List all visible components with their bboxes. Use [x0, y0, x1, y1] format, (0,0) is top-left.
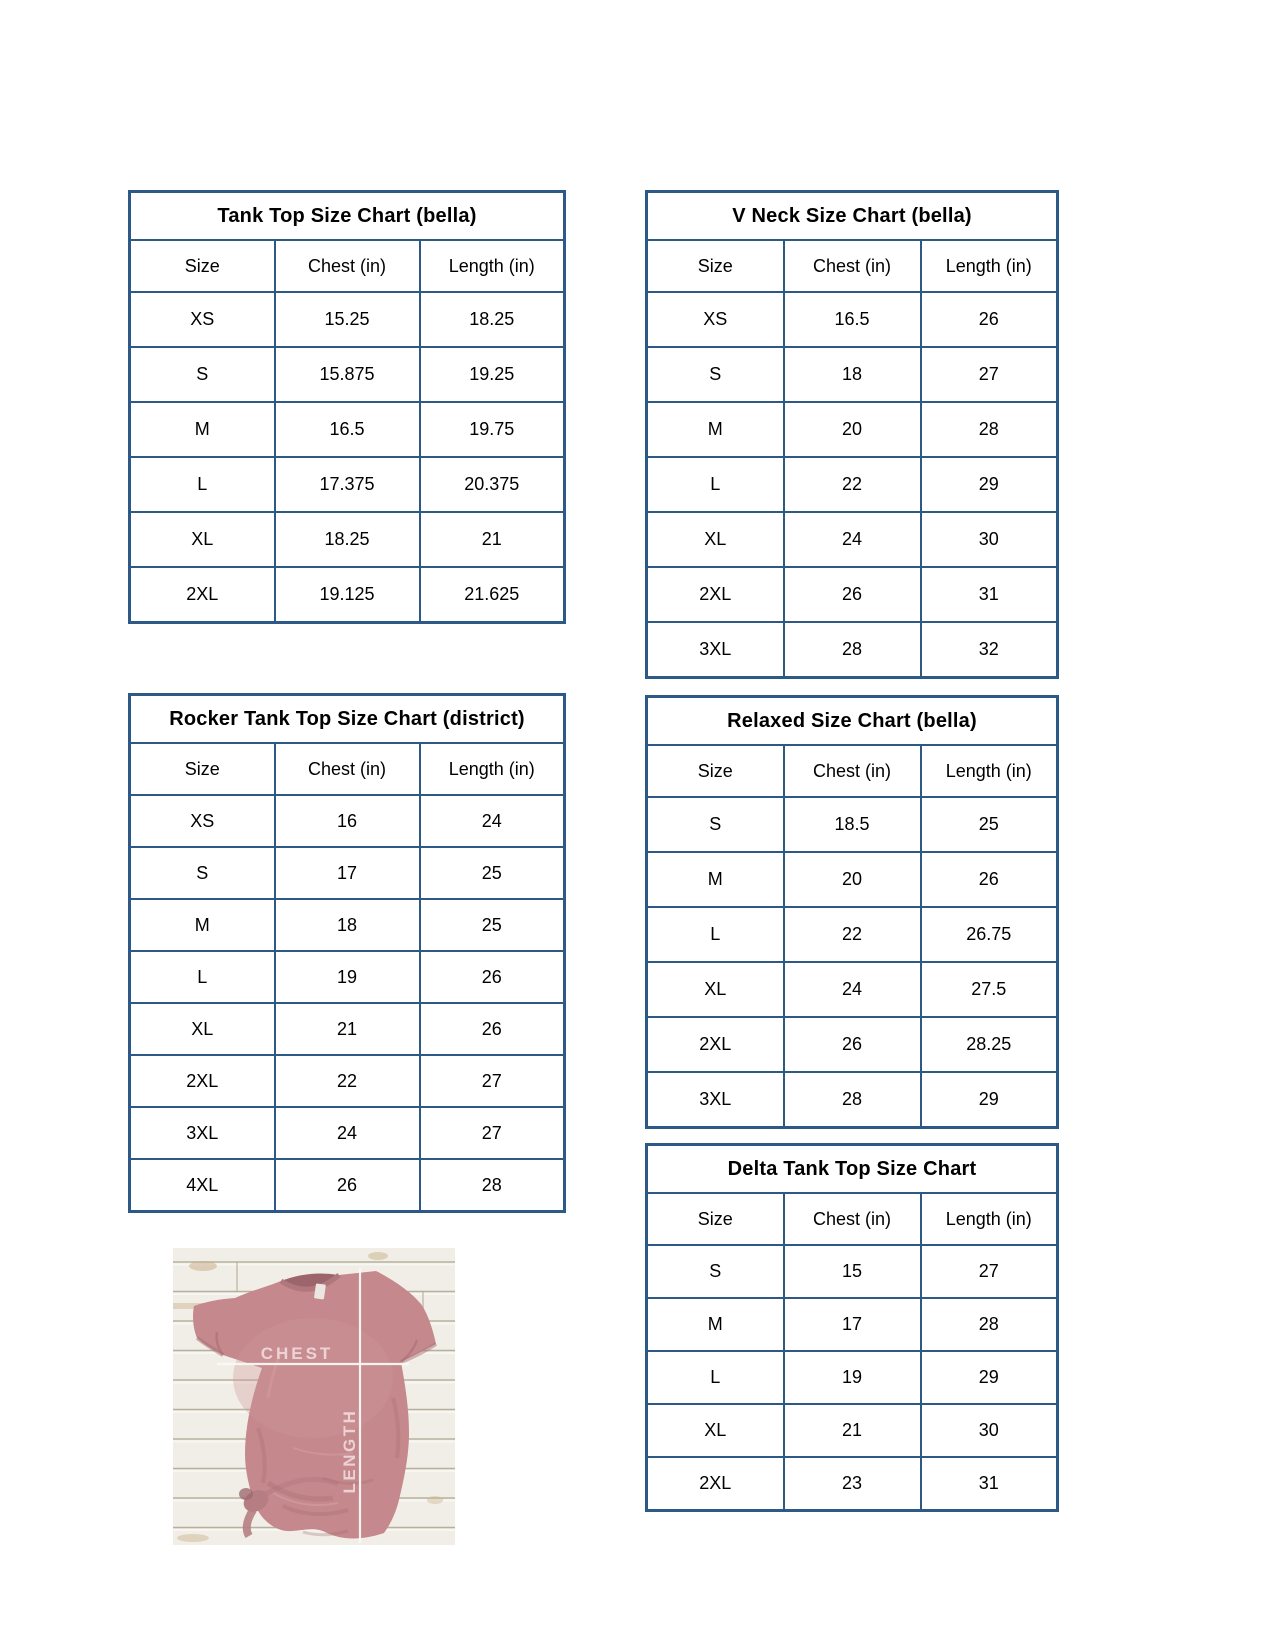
table-cell: 17 — [275, 847, 420, 899]
length-label: LENGTH — [340, 1408, 359, 1494]
table-cell: 26 — [275, 1159, 420, 1212]
table-row — [130, 1159, 565, 1212]
table-cell: 26 — [921, 292, 1058, 347]
table-row — [647, 962, 1058, 1017]
table-cell: 19.125 — [275, 567, 420, 623]
table-row — [647, 292, 1058, 347]
table-cell: 22 — [275, 1055, 420, 1107]
table-row — [130, 795, 565, 847]
table-cell: M — [130, 402, 275, 457]
table-cell: XS — [130, 795, 275, 847]
table-cell: 20 — [784, 402, 921, 457]
table-row — [130, 292, 565, 347]
table-cell: 2XL — [647, 1457, 784, 1511]
table-cell: 26.75 — [921, 907, 1058, 962]
table-cell: S — [647, 347, 784, 402]
table-cell: 24 — [420, 795, 565, 847]
size-table-tank-top-bella — [128, 190, 566, 624]
table-cell: M — [647, 1298, 784, 1351]
table-cell: 16.5 — [784, 292, 921, 347]
table-cell: 19 — [784, 1351, 921, 1404]
table-rocker-tank-top-district — [128, 693, 566, 1213]
table-cell: 29 — [921, 1351, 1058, 1404]
table-cell: XL — [647, 962, 784, 1017]
table-cell: 26 — [784, 567, 921, 622]
table-cell: 32 — [921, 622, 1058, 678]
table-cell: XL — [130, 1003, 275, 1055]
table-cell: 26 — [784, 1017, 921, 1072]
table-row — [130, 899, 565, 951]
table-row — [647, 797, 1058, 852]
table-cell: 25 — [420, 847, 565, 899]
table-row — [130, 847, 565, 899]
table-cell: 30 — [921, 512, 1058, 567]
table-cell: 25 — [921, 797, 1058, 852]
table-cell: L — [130, 457, 275, 512]
table-cell: XL — [647, 512, 784, 567]
table-row — [130, 457, 565, 512]
table-cell: XL — [130, 512, 275, 567]
table-row — [647, 347, 1058, 402]
table-row — [130, 567, 565, 623]
size-table-delta-tank-top — [645, 1143, 1059, 1512]
table-cell: 2XL — [130, 567, 275, 623]
table-row — [647, 1351, 1058, 1404]
table-cell: 31 — [921, 567, 1058, 622]
table-cell: 28 — [784, 622, 921, 678]
table-row — [130, 1003, 565, 1055]
table-cell: XS — [647, 292, 784, 347]
table-row — [647, 512, 1058, 567]
table-row — [647, 622, 1058, 678]
size-table-rocker-tank-district — [128, 693, 566, 1213]
shirt-measurement-photo — [173, 1248, 455, 1545]
table-cell: 26 — [420, 1003, 565, 1055]
table-cell: 26 — [420, 951, 565, 1003]
table-row — [130, 951, 565, 1003]
table-cell: 22 — [784, 907, 921, 962]
table-row — [647, 567, 1058, 622]
column-header: Length (in) — [420, 743, 565, 795]
table-cell: 15.875 — [275, 347, 420, 402]
table-cell: 27 — [420, 1055, 565, 1107]
column-header: Chest (in) — [275, 240, 420, 292]
table-cell: 19 — [275, 951, 420, 1003]
table-row — [647, 852, 1058, 907]
table-cell: 27 — [921, 1245, 1058, 1298]
table-row — [130, 1107, 565, 1159]
table-row — [647, 1017, 1058, 1072]
table-delta-tank-top — [645, 1143, 1059, 1512]
table-row — [647, 402, 1058, 457]
table-cell: M — [130, 899, 275, 951]
table-cell: 19.25 — [420, 347, 565, 402]
table-row — [647, 1404, 1058, 1457]
table-cell: 21 — [420, 512, 565, 567]
table-cell: M — [647, 402, 784, 457]
table-row — [130, 347, 565, 402]
table-cell: 27 — [921, 347, 1058, 402]
column-header: Size — [647, 745, 784, 797]
table-title: Relaxed Size Chart (bella) — [647, 697, 1058, 746]
column-header: Size — [647, 1193, 784, 1245]
table-row — [647, 1072, 1058, 1128]
table-row — [647, 1298, 1058, 1351]
table-cell: 25 — [420, 899, 565, 951]
table-cell: 28 — [420, 1159, 565, 1212]
table-cell: 3XL — [130, 1107, 275, 1159]
table-title: Delta Tank Top Size Chart — [647, 1145, 1058, 1194]
table-cell: 28 — [921, 402, 1058, 457]
table-cell: 17 — [784, 1298, 921, 1351]
table-cell: 21.625 — [420, 567, 565, 623]
table-cell: 18.5 — [784, 797, 921, 852]
table-cell: 22 — [784, 457, 921, 512]
table-cell: XL — [647, 1404, 784, 1457]
table-cell: 28 — [921, 1298, 1058, 1351]
table-cell: 29 — [921, 1072, 1058, 1128]
table-cell: 18.25 — [275, 512, 420, 567]
table-cell: M — [647, 852, 784, 907]
table-cell: 31 — [921, 1457, 1058, 1511]
table-cell: L — [647, 1351, 784, 1404]
column-header: Length (in) — [921, 1193, 1058, 1245]
chest-label: CHEST — [260, 1344, 334, 1363]
table-cell: 24 — [275, 1107, 420, 1159]
collar-tag — [314, 1283, 326, 1299]
table-cell: 2XL — [647, 1017, 784, 1072]
table-cell: 24 — [784, 962, 921, 1017]
table-cell: S — [647, 797, 784, 852]
column-header: Chest (in) — [784, 1193, 921, 1245]
table-cell: 18 — [275, 899, 420, 951]
table-row — [647, 907, 1058, 962]
size-table-v-neck-bella — [645, 190, 1059, 679]
table-row — [130, 1055, 565, 1107]
table-cell: S — [647, 1245, 784, 1298]
table-cell: 2XL — [130, 1055, 275, 1107]
table-cell: 30 — [921, 1404, 1058, 1457]
column-header: Size — [647, 240, 784, 292]
table-title: Tank Top Size Chart (bella) — [130, 192, 565, 241]
column-header: Chest (in) — [784, 240, 921, 292]
table-cell: S — [130, 847, 275, 899]
column-header: Length (in) — [921, 240, 1058, 292]
table-cell: 28 — [784, 1072, 921, 1128]
table-cell: 20.375 — [420, 457, 565, 512]
table-cell: XS — [130, 292, 275, 347]
table-cell: 24 — [784, 512, 921, 567]
table-cell: 21 — [784, 1404, 921, 1457]
table-cell: 18.25 — [420, 292, 565, 347]
table-title: V Neck Size Chart (bella) — [647, 192, 1058, 241]
table-row — [647, 1245, 1058, 1298]
column-header: Chest (in) — [275, 743, 420, 795]
table-cell: 2XL — [647, 567, 784, 622]
column-header: Size — [130, 743, 275, 795]
table-cell: 16 — [275, 795, 420, 847]
table-cell: S — [130, 347, 275, 402]
column-header: Length (in) — [921, 745, 1058, 797]
table-cell: 3XL — [647, 1072, 784, 1128]
column-header: Size — [130, 240, 275, 292]
table-cell: 27 — [420, 1107, 565, 1159]
table-cell: 16.5 — [275, 402, 420, 457]
table-title: Rocker Tank Top Size Chart (district) — [130, 695, 565, 744]
table-tank-top-bella — [128, 190, 566, 624]
shirt-photo-illustration — [173, 1248, 455, 1545]
table-cell: 23 — [784, 1457, 921, 1511]
table-v-neck-bella — [645, 190, 1059, 679]
table-row — [130, 512, 565, 567]
table-cell: 18 — [784, 347, 921, 402]
size-table-relaxed-bella — [645, 695, 1059, 1129]
table-cell: 26 — [921, 852, 1058, 907]
table-cell: 3XL — [647, 622, 784, 678]
table-cell: 27.5 — [921, 962, 1058, 1017]
table-cell: L — [647, 907, 784, 962]
table-cell: L — [130, 951, 275, 1003]
table-cell: L — [647, 457, 784, 512]
table-cell: 20 — [784, 852, 921, 907]
table-cell: 15.25 — [275, 292, 420, 347]
table-row — [647, 1457, 1058, 1511]
table-cell: 29 — [921, 457, 1058, 512]
table-cell: 15 — [784, 1245, 921, 1298]
table-cell: 19.75 — [420, 402, 565, 457]
table-cell: 28.25 — [921, 1017, 1058, 1072]
table-relaxed-bella — [645, 695, 1059, 1129]
table-cell: 21 — [275, 1003, 420, 1055]
column-header: Length (in) — [420, 240, 565, 292]
table-cell: 4XL — [130, 1159, 275, 1212]
table-cell: 17.375 — [275, 457, 420, 512]
column-header: Chest (in) — [784, 745, 921, 797]
table-row — [130, 402, 565, 457]
table-row — [647, 457, 1058, 512]
